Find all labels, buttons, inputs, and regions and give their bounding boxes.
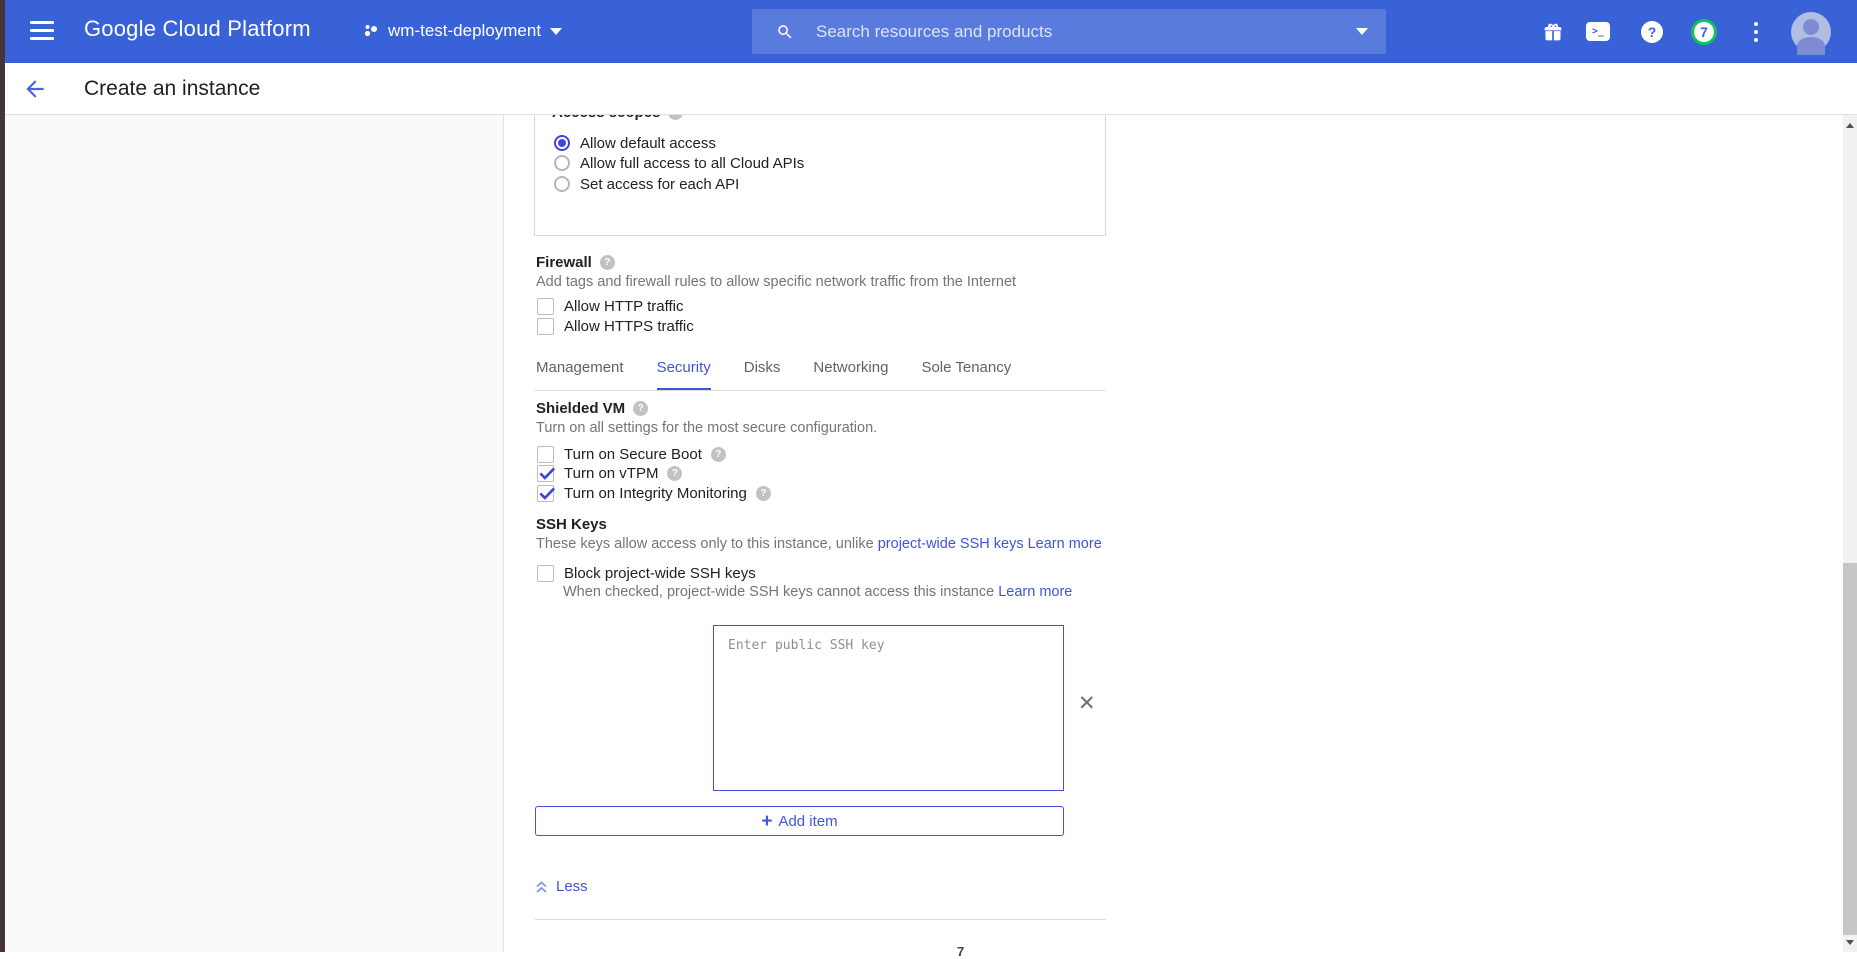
project-name: wm-test-deployment [388,21,542,40]
remove-key-button[interactable]: ✕ [1078,692,1096,715]
checkbox-block-project-wide-keys[interactable]: Block project-wide SSH keys [537,564,756,582]
arrow-left-icon [22,76,48,102]
radio-icon [554,155,570,171]
chevrons-up-icon [535,880,548,894]
tab-disks[interactable]: Disks [743,359,781,376]
cloud-shell-button[interactable] [1578,0,1618,63]
avatar [1791,12,1831,52]
firewall-label: Firewall ? [536,254,615,271]
screen-edge-strip [0,0,5,952]
left-panel [5,115,504,952]
scroll-up-button[interactable] [1843,117,1857,133]
scroll-down-button[interactable] [1843,934,1857,950]
whats-new-button[interactable] [1533,0,1573,63]
vertical-scrollbar[interactable] [1843,115,1857,952]
ssh-keys-label: SSH Keys [536,516,607,533]
gift-icon [1543,22,1563,42]
instance-form [504,63,1843,959]
clipped-next-section-text: 7 [957,944,965,959]
terminal-icon: >_ [1586,22,1610,41]
notifications-button[interactable] [1684,0,1724,63]
app-bar [0,0,1857,63]
add-item-button[interactable]: + Add item [535,806,1064,836]
overflow-menu-button[interactable] [1736,0,1776,63]
project-switcher[interactable] [363,14,562,48]
search-dropdown-icon[interactable] [1356,28,1368,35]
back-button[interactable] [22,76,48,102]
checkbox-checked-icon [537,465,554,482]
notification-badge: 7 [1691,19,1717,45]
search-bar[interactable] [752,9,1386,54]
shielded-vm-description: Turn on all settings for the most secure configuration. [536,420,878,436]
collapse-less-button[interactable]: Less [535,878,588,895]
radio-allow-default-access[interactable]: Allow default access [554,134,716,152]
help-button[interactable] [1632,0,1672,63]
options-tabs [536,359,1011,390]
section-divider [535,919,1106,920]
firewall-description: Add tags and firewall rules to allow specific network traffic from the Internet [536,274,1017,290]
search-icon [776,23,794,41]
product-logo[interactable]: Google Cloud Platform [84,16,311,41]
checkbox-allow-https[interactable]: Allow HTTPS traffic [537,317,694,335]
checkbox-icon [537,298,554,315]
help-icon[interactable]: ? [756,486,771,501]
question-icon: ? [1641,21,1663,43]
project-wide-ssh-keys-link[interactable]: project-wide SSH keys Learn more [877,536,1102,552]
checkbox-icon [537,318,554,335]
kebab-icon [1754,22,1758,42]
triangle-up-icon [1846,123,1854,128]
chevron-down-icon [550,28,562,35]
help-icon[interactable]: ? [600,255,615,270]
tab-networking[interactable]: Networking [813,359,889,376]
page-header [0,63,1857,115]
page-title: Create an instance [84,77,261,100]
triangle-down-icon [1846,940,1854,945]
checkbox-secure-boot[interactable]: Turn on Secure Boot ? [537,445,726,463]
checkbox-integrity-monitoring[interactable]: Turn on Integrity Monitoring ? [537,484,771,502]
tab-sole-tenancy[interactable]: Sole Tenancy [921,359,1012,376]
help-icon[interactable]: ? [711,447,726,462]
project-icon [363,23,379,39]
ssh-keys-description: These keys allow access only to this instance, unlike project-wide SSH keys Learn more [536,536,1102,552]
radio-set-access-each-api[interactable]: Set access for each API [554,175,739,193]
checkbox-allow-http[interactable]: Allow HTTP traffic [537,297,683,315]
tabs-divider [534,390,1106,391]
learn-more-link[interactable]: Learn more [998,584,1073,600]
ssh-key-input[interactable] [713,625,1064,791]
shielded-vm-label: Shielded VM ? [536,400,648,417]
scrollbar-thumb[interactable] [1843,563,1857,935]
menu-icon[interactable] [30,21,54,41]
radio-icon [554,176,570,192]
block-keys-note: When checked, project-wide SSH keys cannot access this instance Learn more [563,584,1073,600]
radio-allow-full-access[interactable]: Allow full access to all Cloud APIs [554,154,804,172]
tab-security[interactable]: Security [657,359,711,390]
help-icon[interactable]: ? [667,466,682,481]
checkbox-icon [537,446,554,463]
checkbox-checked-icon [537,485,554,502]
tab-management[interactable]: Management [536,359,624,376]
account-button[interactable] [1791,0,1831,63]
plus-icon: + [761,810,773,832]
checkbox-icon [537,565,554,582]
radio-icon [554,135,570,151]
help-icon[interactable]: ? [633,401,648,416]
search-input[interactable] [816,22,1356,42]
checkbox-vtpm[interactable]: Turn on vTPM ? [537,464,682,482]
